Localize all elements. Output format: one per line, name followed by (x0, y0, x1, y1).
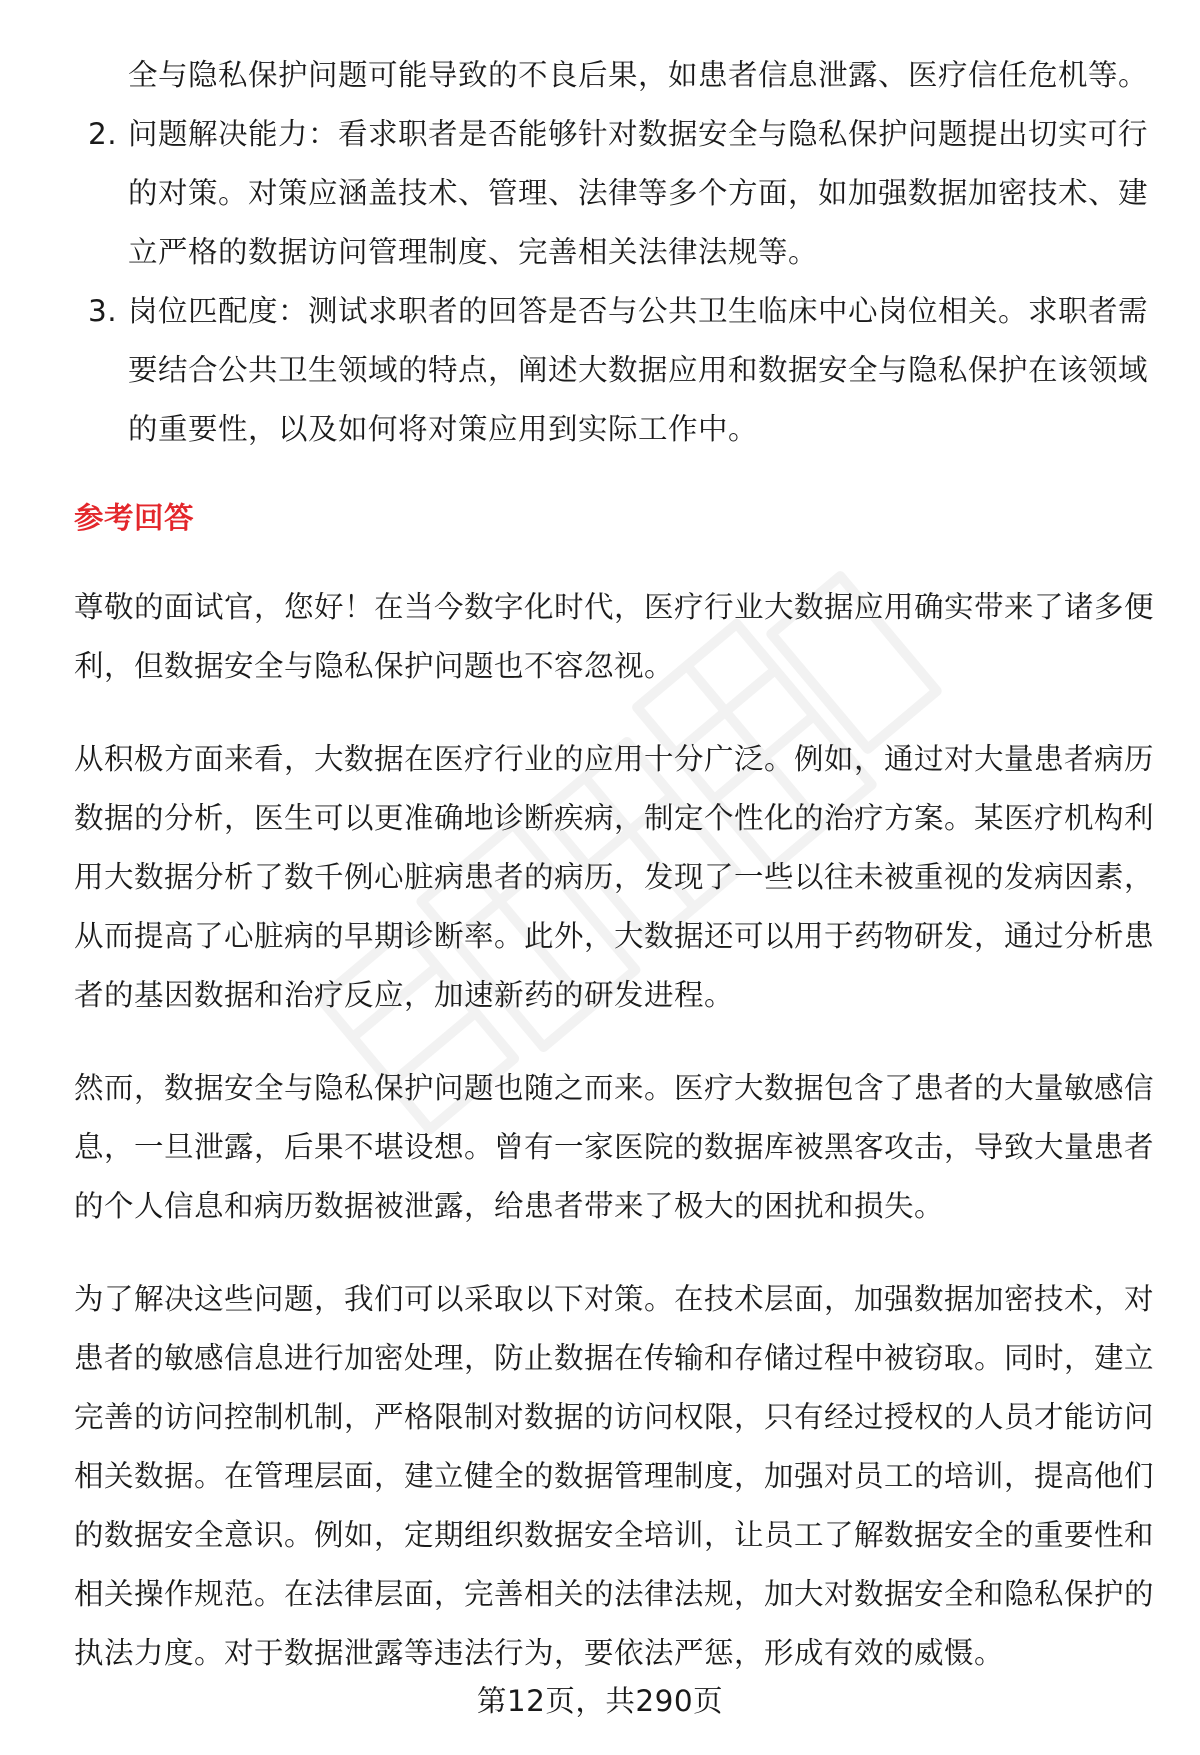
paragraph (74, 730, 1155, 1025)
text-line: 尊敬的面试官，您好！在当今数字化时代，医疗行业大数据应用确实带来了诸多便 (74, 590, 1155, 624)
text-line: 者的基因数据和治疗反应，加速新药的研发进程。 (74, 978, 735, 1012)
text-line: 要结合公共卫生领域的特点，阐述大数据应用和数据安全与隐私保护在该领域 (128, 353, 1149, 387)
list-item (74, 105, 1149, 282)
text-line: 数据的分析，医生可以更准确地诊断疾病，制定个性化的治疗方案。某医疗机构利 (74, 801, 1155, 835)
text-line: 完善的访问控制机制，严格限制对数据的访问权限，只有经过授权的人员才能访问 (74, 1400, 1155, 1434)
list-item (74, 282, 1149, 459)
text-line: 的个人信息和病历数据被泄露，给患者带来了极大的困扰和损失。 (74, 1189, 945, 1223)
text-line: 相关数据。在管理层面，建立健全的数据管理制度，加强对员工的培训，提高他们 (74, 1459, 1155, 1493)
text-line: 的数据安全意识。例如，定期组织数据安全培训，让员工了解数据安全的重要性和 (74, 1518, 1155, 1552)
page-content (74, 46, 1155, 1683)
text-line: 问题解决能力：看求职者是否能够针对数据安全与隐私保护问题提出切实可行 (128, 117, 1149, 151)
text-line: 患者的敏感信息进行加密处理，防止数据在传输和存储过程中被窃取。同时，建立 (74, 1341, 1155, 1375)
text-line: 然而，数据安全与隐私保护问题也随之而来。医疗大数据包含了患者的大量敏感信 (74, 1071, 1155, 1105)
text-line: 的重要性，以及如何将对策应用到实际工作中。 (128, 412, 759, 446)
list-number: 2. (88, 117, 118, 151)
text-line: 利，但数据安全与隐私保护问题也不容忽视。 (74, 649, 675, 683)
text-line: 的对策。对策应涵盖技术、管理、法律等多个方面，如加强数据加密技术、建 (128, 176, 1149, 210)
criteria-list (74, 105, 1149, 459)
paragraph (74, 1270, 1155, 1683)
intro-continuation: 全与隐私保护问题可能导致的不良后果，如患者信息泄露、医疗信任危机等。 (128, 58, 1149, 92)
paragraph (74, 1059, 1155, 1236)
text-line: 执法力度。对于数据泄露等违法行为，要依法严惩，形成有效的威慑。 (74, 1636, 1005, 1670)
text-line: 立严格的数据访问管理制度、完善相关法律法规等。 (128, 235, 819, 269)
page-footer: 第12页，共290页 (476, 1684, 724, 1718)
text-line: 岗位匹配度：测试求职者的回答是否与公共卫生临床中心岗位相关。求职者需 (128, 294, 1149, 328)
paragraph (74, 578, 1155, 696)
text-line: 用大数据分析了数千例心脏病患者的病历，发现了一些以往未被重视的发病因素， (74, 860, 1155, 894)
text-line: 从而提高了心脏病的早期诊断率。此外，大数据还可以用于药物研发，通过分析患 (74, 919, 1155, 953)
text-line: 为了解决这些问题，我们可以采取以下对策。在技术层面，加强数据加密技术，对 (74, 1282, 1155, 1316)
answer-heading: 参考回答 (74, 501, 195, 535)
list-number: 3. (88, 294, 118, 328)
text-line: 息，一旦泄露，后果不堪设想。曾有一家医院的数据库被黑客攻击，导致大量患者 (74, 1130, 1155, 1164)
text-line: 从积极方面来看，大数据在医疗行业的应用十分广泛。例如，通过对大量患者病历 (74, 742, 1155, 776)
text-line: 相关操作规范。在法律层面，完善相关的法律法规，加大对数据安全和隐私保护的 (74, 1577, 1155, 1611)
